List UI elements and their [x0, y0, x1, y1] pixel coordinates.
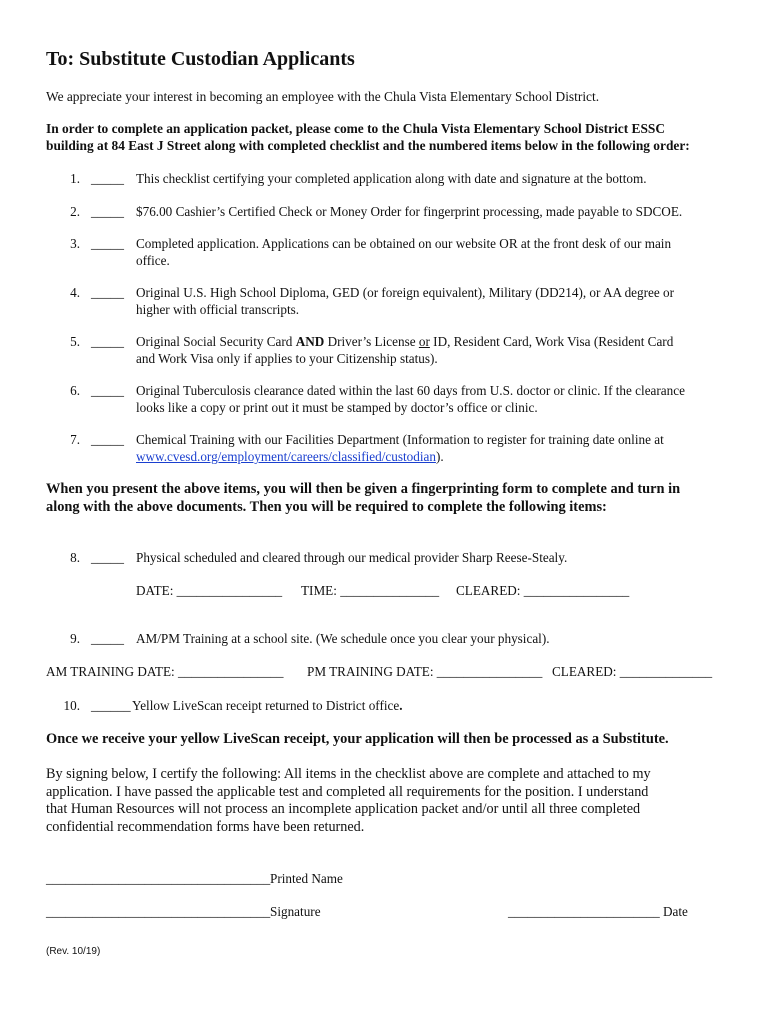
check-blank: _____ [91, 383, 124, 398]
revision-note: (Rev. 10/19) [46, 946, 101, 957]
item-text [136, 382, 726, 416]
intro-text: We appreciate your interest in becoming an employee with the Chula Vista Elementary School District. [46, 89, 600, 104]
check-blank: _____ [91, 171, 124, 186]
item-number: 4. [70, 285, 80, 300]
check-blank: ______ [91, 698, 131, 713]
item-number: 10. [63, 698, 80, 713]
item-text-line-2: higher with official transcripts. [136, 302, 300, 317]
item-number: 6. [70, 383, 80, 398]
item-text-part: Driver’s License [324, 334, 419, 349]
instructions-line-2: building at 84 East J Street along with completed checklist and the numbered items below in the following order: [46, 138, 690, 153]
physical-cleared-field[interactable]: CLEARED: ________________ [456, 583, 630, 598]
item-text: This checklist certifying your completed application along with date and signature at the bottom. [136, 171, 647, 186]
item-text [136, 284, 726, 318]
check-blank: _____ [91, 236, 124, 251]
printed-name-label: Printed Name [270, 871, 343, 886]
item-text-line-2: and Work Visa only if applies to your Citizenship status). [136, 351, 438, 366]
item-text-part: ID, Resident Card, Work Visa (Resident Card [429, 334, 674, 349]
present-line-1: When you present the above items, you will then be given a fingerprinting form to complete and turn in [46, 481, 681, 497]
item-text: Physical scheduled and cleared through our medical provider Sharp Reese-Stealy. [136, 550, 568, 565]
item-text-line-2: office. [136, 253, 170, 268]
item-text-line-1: Original Tuberculosis clearance dated within the last 60 days from U.S. doctor or clinic. If the clearance [136, 383, 685, 398]
item-text-line-1: Completed application. Applications can be obtained on our website OR at the front desk of our main [136, 236, 672, 251]
custodian-careers-link[interactable]: www.cvesd.org/employment/careers/classified/custodian [136, 449, 436, 464]
item-number: 8. [70, 550, 80, 565]
certification-line-3: that Human Resources will not process an incomplete application packet and/or until all three completed [46, 801, 641, 817]
page-title: To: Substitute Custodian Applicants [46, 48, 355, 70]
date-label: Date [663, 904, 688, 919]
signature-label: Signature [270, 904, 321, 919]
certification-line-2: application. I have passed the applicable test and completed all requirements for the position. I understand [46, 783, 649, 800]
item-text-underlined: or [418, 334, 430, 349]
processed-notice: Once we receive your yellow LiveScan receipt, your application will then be processed as a Substitute. [46, 731, 669, 747]
item-number: 2. [70, 204, 80, 219]
item-text-part: ). [435, 449, 444, 464]
item-text-line-1: Chemical Training with our Facilities Department (Information to register for training date online at [136, 432, 664, 447]
item-text-emphasis: AND [295, 334, 325, 349]
check-blank: _____ [91, 432, 124, 447]
am-training-date-field[interactable]: AM TRAINING DATE: ________________ [46, 664, 284, 679]
signature-line[interactable]: __________________________________ [46, 904, 271, 919]
item-text-part: Original Social Security Card [136, 334, 296, 349]
present-line-2: along with the above documents. Then you will be required to complete the following items: [46, 499, 607, 515]
physical-date-field[interactable]: DATE: ________________ [136, 583, 283, 598]
check-blank: _____ [91, 204, 124, 219]
item-text-period: . [399, 698, 403, 713]
item-text-line-1: Original U.S. High School Diploma, GED (or foreign equivalent), Military (DD214), or AA degree or [136, 285, 675, 300]
item-text: $76.00 Cashier’s Certified Check or Money Order for fingerprint processing, made payable to SDCOE. [136, 204, 683, 219]
printed-name-line[interactable]: __________________________________ [46, 871, 271, 886]
item-number: 9. [70, 631, 80, 646]
pm-training-date-field[interactable]: PM TRAINING DATE: ________________ [307, 664, 543, 679]
item-text [136, 235, 726, 269]
item-text-line-2: looks like a copy or print out it must be stamped by doctor’s office or clinic. [136, 400, 538, 415]
certification-paragraph [46, 766, 726, 836]
certification-line-4: confidential recommendation forms have been returned. [46, 818, 365, 835]
check-blank: _____ [91, 631, 124, 646]
item-number: 1. [70, 171, 80, 186]
training-cleared-field[interactable]: CLEARED: ______________ [552, 664, 713, 679]
item-number: 5. [70, 334, 80, 349]
date-line[interactable]: _______________________ [508, 904, 660, 919]
certification-line-1: By signing below, I certify the following: All items in the checklist above are complete and attached to my [46, 766, 651, 782]
item-text-part: Yellow LiveScan receipt returned to District office [132, 698, 400, 713]
check-blank: _____ [91, 285, 124, 300]
check-blank: _____ [91, 550, 124, 565]
check-blank: _____ [91, 334, 124, 349]
item-text [136, 431, 726, 465]
instructions-line-1: In order to complete an application packet, please come to the Chula Vista Elementary School District ESSC [46, 121, 666, 136]
item-text: AM/PM Training at a school site. (We schedule once you clear your physical). [136, 631, 550, 646]
physical-time-field[interactable]: TIME: _______________ [301, 583, 440, 598]
item-text [136, 333, 726, 367]
item-number: 3. [70, 236, 80, 251]
item-text [132, 697, 722, 714]
item-number: 7. [70, 432, 80, 447]
